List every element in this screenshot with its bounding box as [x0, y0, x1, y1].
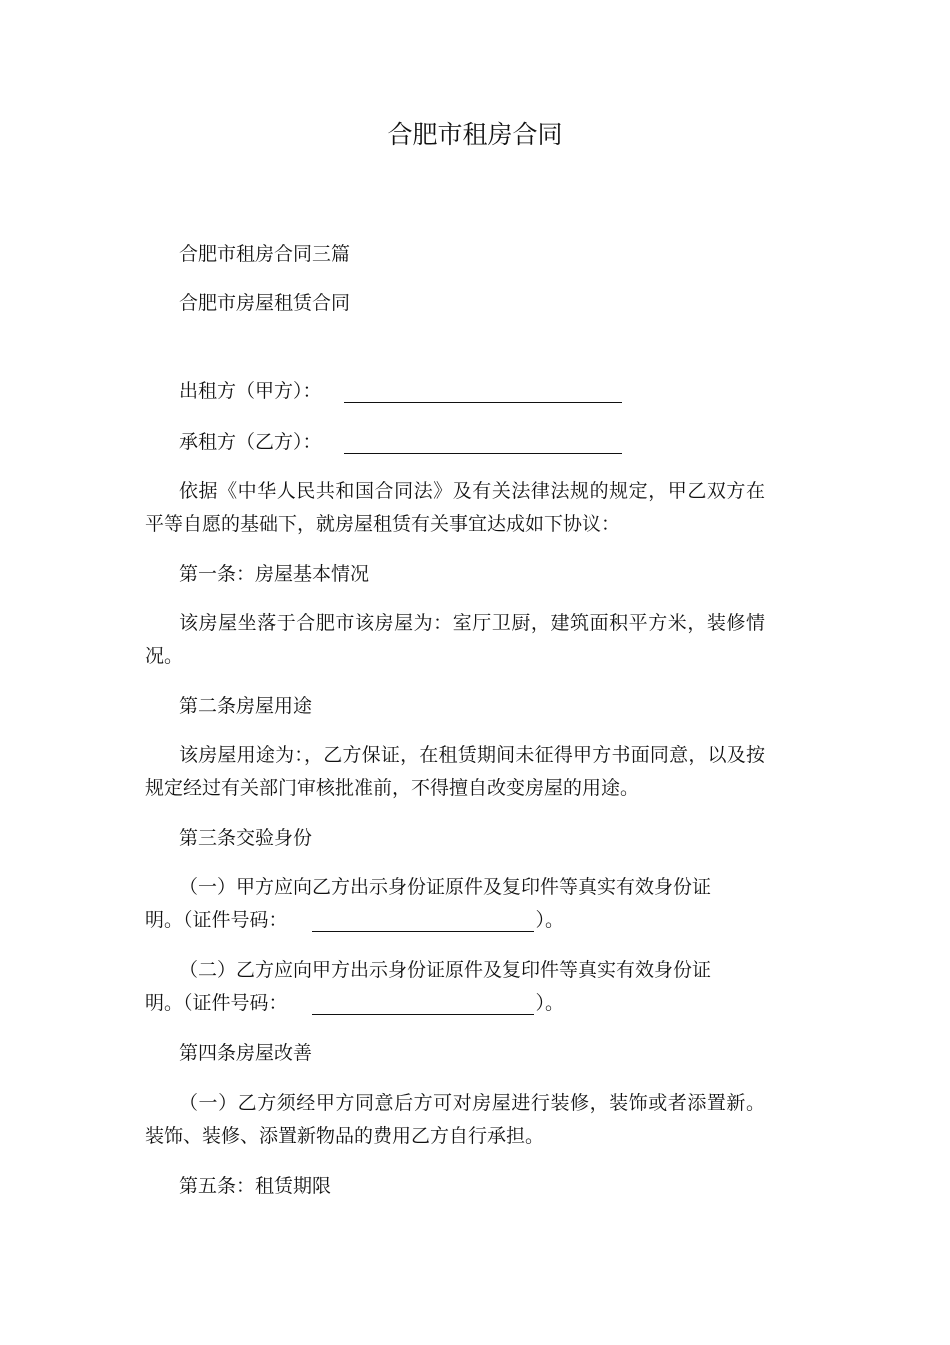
id-number-prefix: 明。（证件号码： [145, 909, 288, 931]
article3-item2-line1: （二）乙方应向甲方出示身份证原件及复印件等真实有效身份证 [179, 959, 712, 981]
id-number-prefix: 明。（证件号码： [145, 992, 288, 1014]
lessor-line [145, 375, 765, 408]
article3-item2-line2 [145, 987, 765, 1020]
lessor-blank [344, 401, 622, 403]
article1-heading: 第一条：房屋基本情况 [179, 563, 370, 585]
id-number-blank [312, 1013, 534, 1015]
article4-heading: 第四条房屋改善 [179, 1042, 313, 1064]
article3-heading: 第三条交验身份 [179, 827, 313, 849]
document-title: 合肥市租房合同 [387, 120, 563, 149]
subtitle-three-versions: 合肥市租房合同三篇 [179, 243, 351, 265]
lessor-label: 出租方（甲方）： [179, 380, 322, 402]
lessee-label: 承租方（乙方）： [179, 431, 322, 453]
subtitle-lease-contract: 合肥市房屋租赁合同 [179, 292, 351, 314]
article3-item1-line2 [145, 904, 765, 937]
id-number-blank [312, 930, 534, 932]
lessee-blank [344, 452, 622, 454]
id-number-suffix: ）。 [535, 909, 565, 931]
id-number-suffix: ）。 [535, 992, 565, 1014]
article1-body: 该房屋坐落于合肥市该房屋为：室厅卫厨，建筑面积平方米，装修情况。 [145, 612, 765, 667]
article5-heading: 第五条：租赁期限 [179, 1175, 332, 1197]
lessee-line [145, 426, 765, 459]
intro-paragraph: 依据《中华人民共和国合同法》及有关法律法规的规定，甲乙双方在平等自愿的基础下，就房屋租赁有关事宜达成如下协议： [145, 480, 765, 535]
article3-item1-line1: （一）甲方应向乙方出示身份证原件及复印件等真实有效身份证 [179, 876, 712, 898]
article2-body: 该房屋用途为：，乙方保证，在租赁期间未征得甲方书面同意，以及按规定经过有关部门审核批准前，不得擅自改变房屋的用途。 [145, 744, 765, 799]
article2-heading: 第二条房屋用途 [179, 695, 313, 717]
article4-item1: （一）乙方须经甲方同意后方可对房屋进行装修，装饰或者添置新。装饰、装修、添置新物品的费用乙方自行承担。 [145, 1092, 765, 1147]
